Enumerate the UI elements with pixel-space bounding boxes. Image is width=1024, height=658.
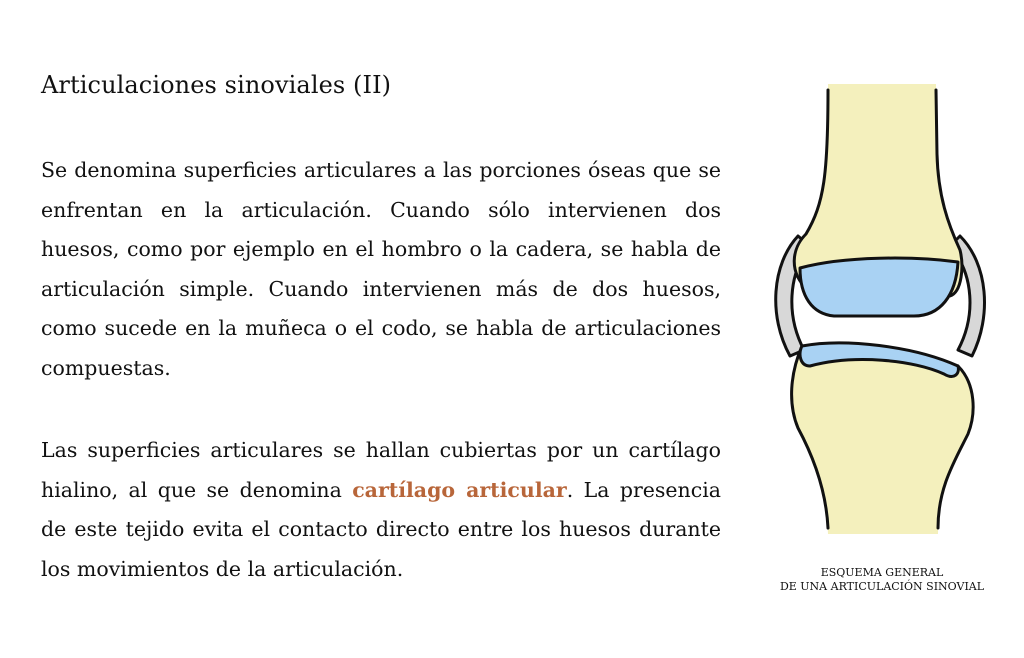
cartilago-articular-term: cartílago articular [352,477,567,502]
figure-caption [770,566,994,594]
paragraph-text-before: Las superficies articulares se hallan cubiertas por un cartílago hialino, al que se denomina [41,438,721,502]
upper-articular-cartilage [800,258,958,316]
synovial-joint-illustration-icon [764,84,996,538]
page-title: Articulaciones sinoviales (II) [41,71,392,99]
caption-line-2: DE UNA ARTICULACIÓN SINOVIAL [779,580,985,593]
paragraph-text-after: . La presencia de este tejido evita el contacto directo entre los huesos durante los movimientos de la articulación. [41,477,721,581]
paragraph-superficies-articulares: Se denomina superficies articulares a las porciones óseas que se enfrentan en la articulación. Cuando sólo intervienen dos huesos, como por ejemplo en el hombro o la cadera, se habla de articulación simple. Cuando intervienen más de dos huesos, como sucede en la muñeca o el codo, se habla de articulaciones compuestas. [41,158,721,380]
caption-line-1: ESQUEMA GENERAL [820,566,944,579]
paragraph-cartilago [41,431,721,589]
